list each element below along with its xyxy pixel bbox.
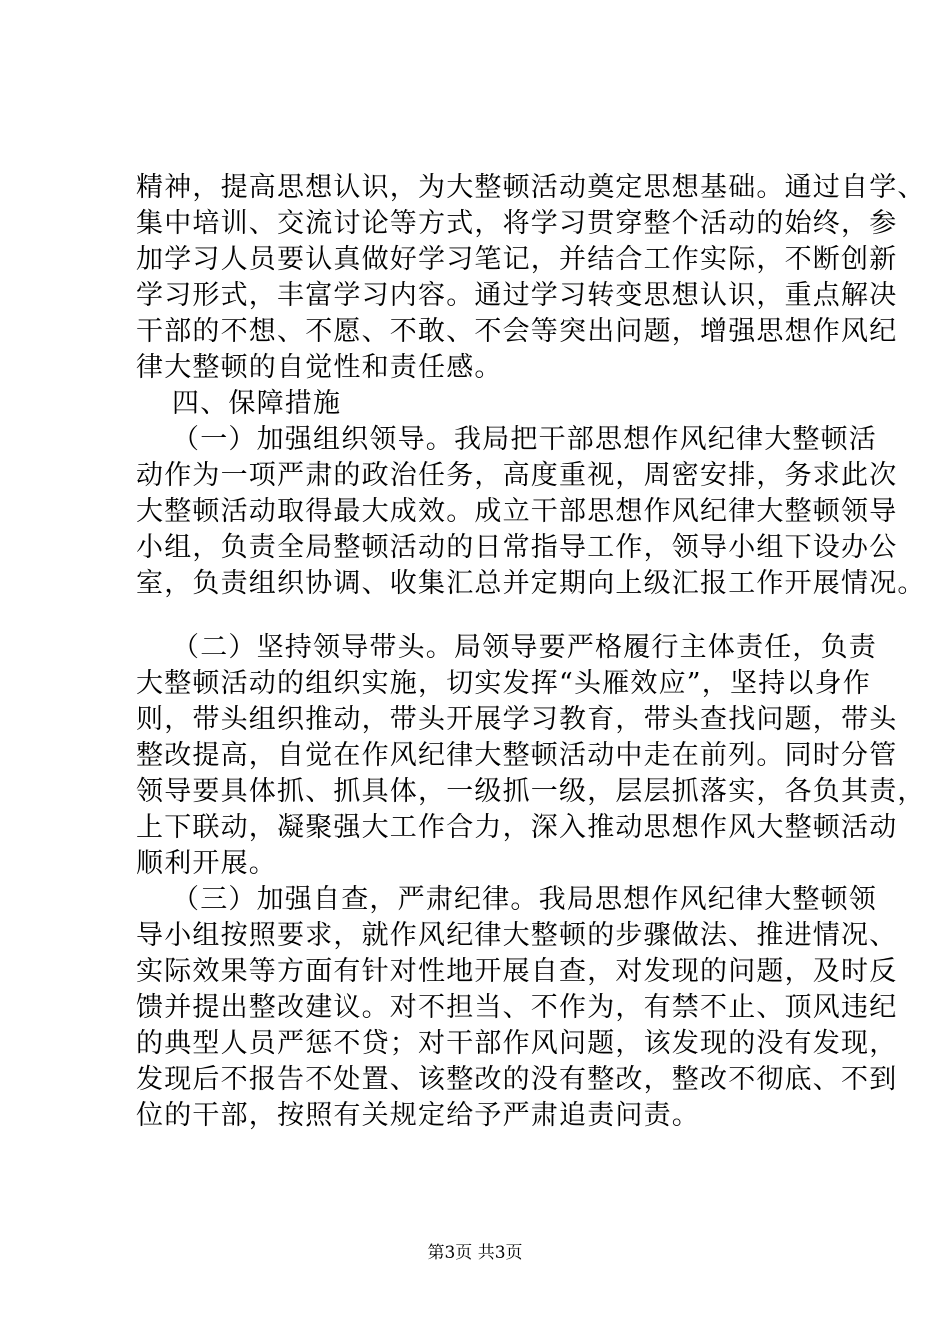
text-line: 上下联动，凝聚强大工作合力，深入推动思想作风大整顿活动: [136, 812, 898, 843]
text-line: 四、保障措施: [172, 388, 342, 419]
text-line: 加学习人员要认真做好学习笔记，并结合工作实际，不断创新: [136, 244, 898, 275]
text-line: 学习形式，丰富学习内容。通过学习转变思想认识，重点解决: [136, 280, 898, 311]
text-line: 干部的不想、不愿、不敢、不会等突出问题，增强思想作风纪: [136, 316, 898, 347]
text-line: 小组，负责全局整顿活动的日常指导工作，领导小组下设办公: [136, 532, 898, 563]
text-line: 整改提高，自觉在作风纪律大整顿活动中走在前列。同时分管: [136, 740, 898, 771]
text-line: 精神，提高思想认识，为大整顿活动奠定思想基础。通过自学、: [136, 172, 926, 203]
text-line: 大整顿活动的组织实施，切实发挥“头雁效应”，坚持以身作: [136, 668, 872, 699]
text-line: 顺利开展。: [136, 848, 277, 879]
text-line: （三）加强自查，严肃纪律。我局思想作风纪律大整顿领: [172, 884, 877, 915]
text-line: 律大整顿的自觉性和责任感。: [136, 352, 503, 383]
text-line: 实际效果等方面有针对性地开展自查，对发现的问题，及时反: [136, 956, 898, 987]
text-line: 的典型人员严惩不贷；对干部作风问题，该发现的没有发现，: [136, 1028, 898, 1059]
text-line: 馈并提出整改建议。对不担当、不作为，有禁不止、顶风违纪: [136, 992, 898, 1023]
page-footer: 第3页 共3页: [427, 1243, 523, 1263]
text-line: 集中培训、交流讨论等方式，将学习贯穿整个活动的始终，参: [136, 208, 898, 239]
text-line: 室，负责组织协调、收集汇总并定期向上级汇报工作开展情况。: [136, 568, 926, 599]
text-line: 位的干部，按照有关规定给予严肃追责问责。: [136, 1100, 700, 1131]
text-line: （一）加强组织领导。我局把干部思想作风纪律大整顿活: [172, 424, 877, 455]
text-line: 发现后不报告不处置、该整改的没有整改，整改不彻底、不到: [136, 1064, 898, 1095]
text-line: （二）坚持领导带头。局领导要严格履行主体责任，负责: [172, 632, 877, 663]
text-line: 大整顿活动取得最大成效。成立干部思想作风纪律大整顿领导: [136, 496, 898, 527]
text-line: 动作为一项严肃的政治任务，高度重视，周密安排，务求此次: [136, 460, 898, 491]
text-line: 导小组按照要求，就作风纪律大整顿的步骤做法、推进情况、: [136, 920, 898, 951]
text-line: 领导要具体抓、抓具体，一级抓一级，层层抓落实，各负其责，: [136, 776, 926, 807]
text-line: 则，带头组织推动，带头开展学习教育，带头查找问题，带头: [136, 704, 898, 735]
